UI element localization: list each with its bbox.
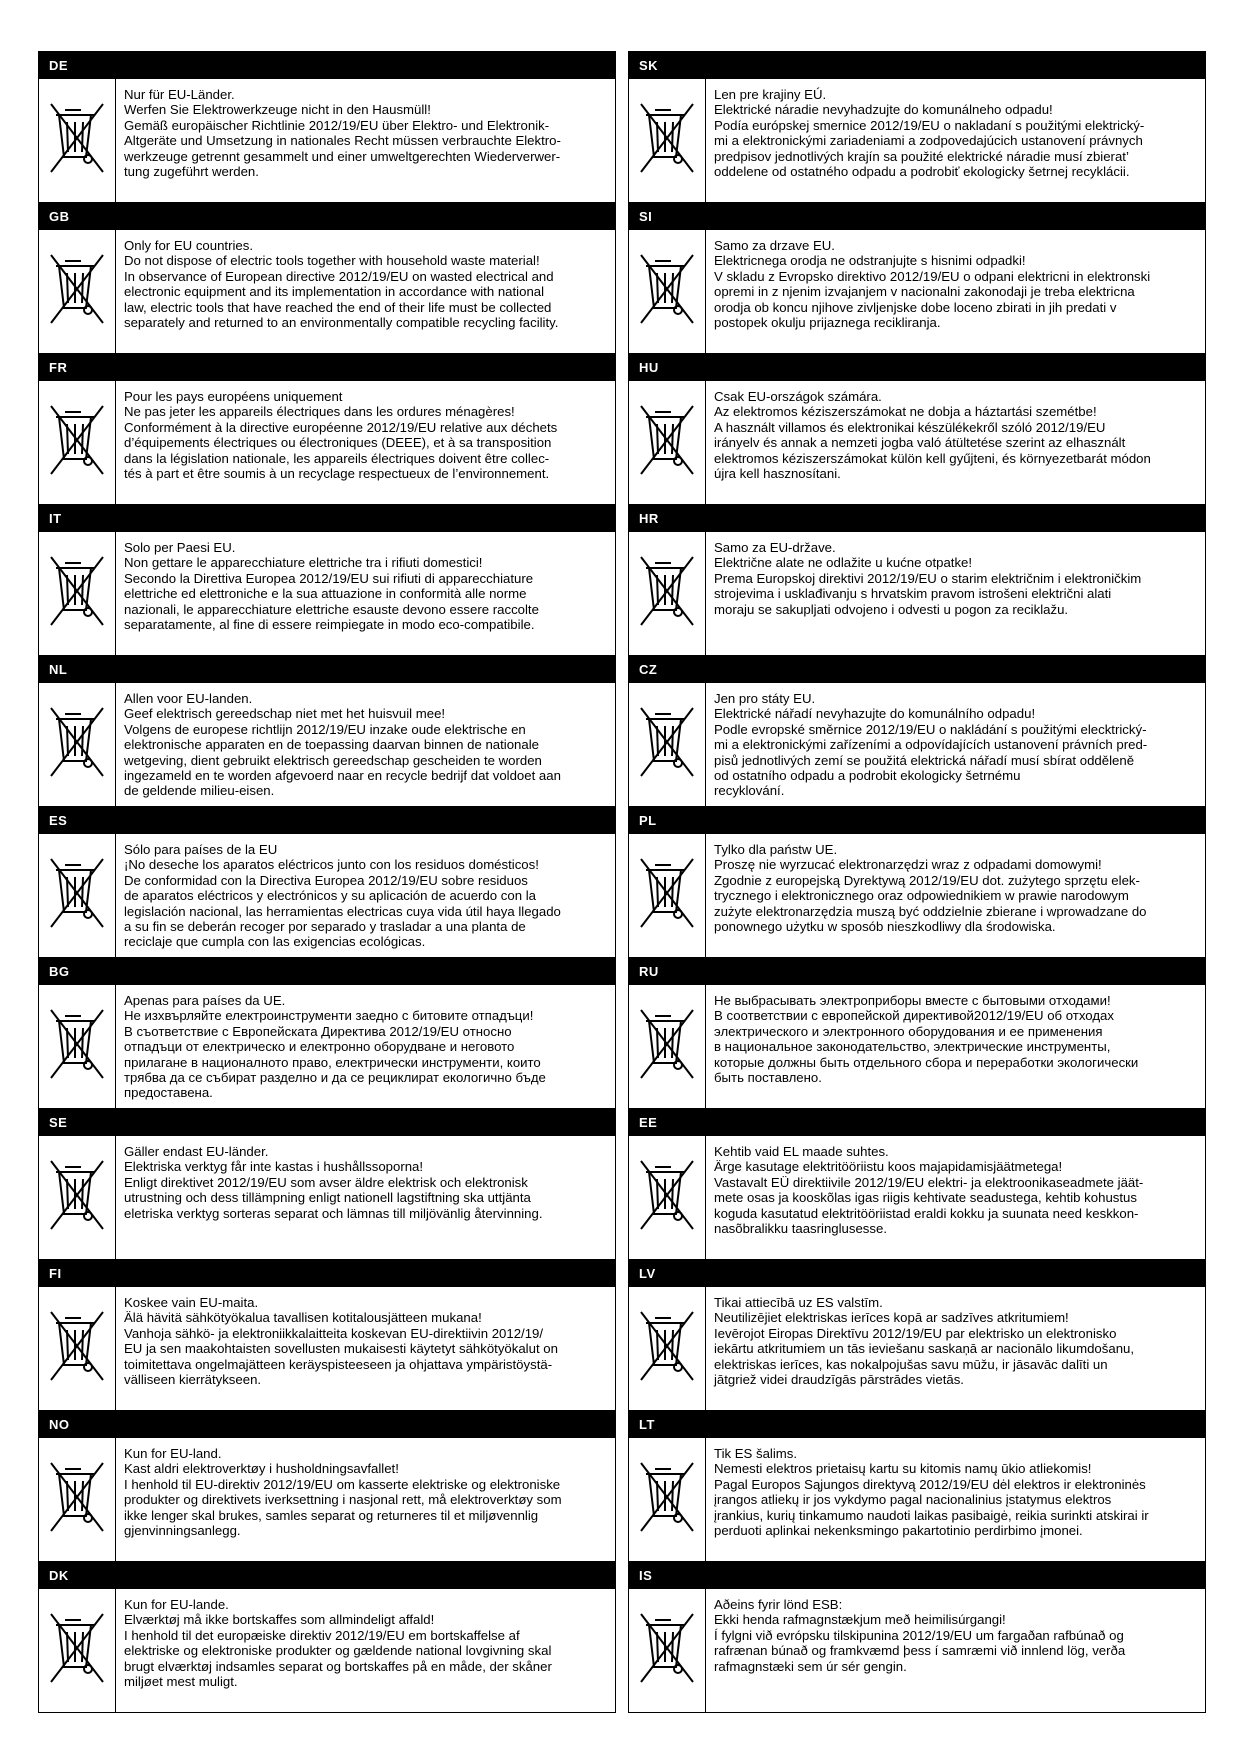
- notice-line: Sólo para países de la EU: [124, 842, 278, 857]
- notice-line: Conformément à la directive européenne 2012/19/EU relative aux déchets d’équipements électriques ou électroniques (DEEE), et à sa transposition dans la législation nationale, les appareils électriques doivent être collec- tés à part et être soumis à un recyclage respectueux de l’environnement.: [124, 419, 558, 482]
- notice-text: [124, 1287, 609, 1410]
- weee-notice-ee: [628, 1108, 1206, 1260]
- notice-line: Neutilizējiet elektriskas ierīces kopā ar sadzīves atkritumiem!: [714, 1310, 1069, 1326]
- crossed-out-wheelie-bin-icon: [48, 1610, 106, 1691]
- crossed-out-wheelie-bin-icon: [638, 1610, 696, 1691]
- notice-line: Vanhoja sähkö- ja elektroniikkalaitteita koskevan EU-direktiivin 2012/19/ EU ja sen maakohtaisten sovellusten mukaisesti käytetyt sähkötyökalut on toimitettava ongelmajätteen keräyspisteeseen ja ohjattava ympäristöystä- välliseen kierrätykseen.: [124, 1325, 558, 1388]
- notice-text: [714, 79, 1199, 202]
- notice-line: ¡No deseche los aparatos eléctricos junto con los residuos domésticos!: [124, 857, 539, 873]
- notice-line: Volgens de europese richtlijn 2012/19/EU inzake oude elektrische en elektronische apparaten en de toepassing daarvan binnen de nationale wetgeving, dient gebruikt elektrisch gereedschap gescheiden te worden ingezameld en te worden afgevoerd naar en recycle bedrijf dat voldoet aan de geldende milieu-eisen.: [124, 721, 561, 799]
- crossed-out-wheelie-bin-icon: [638, 704, 696, 785]
- notice-line: Len pre krajiny EÚ.: [714, 87, 827, 102]
- notice-line: De conformidad con la Directiva Europea 2012/19/EU sobre residuos de aparatos eléctricos y electrónicos y su aplicación de acuerdo con la legislación nacional, las herramientas electricas cuya vida útil haya llegado a su fin se deberán recoger por separado y trasladar a una planta de reciclaje que cumpla con las exigencias ecológicas.: [124, 872, 561, 950]
- notice-line: Secondo la Direttiva Europea 2012/19/EU sui rifiuti di apparecchiature elettriche ed elettroniche e la sua attuazione in conformità alle norme nazionali, le apparecchiature elettriche esauste devono essere raccolte separatamente, al fine di essere reimpiegate in modo eco-compatibile.: [124, 570, 539, 633]
- weee-notice-hu: [628, 353, 1206, 505]
- crossed-out-wheelie-bin-icon: [638, 251, 696, 332]
- notice-line: Tik ES šalims.: [714, 1446, 798, 1461]
- weee-notice-gb: [38, 202, 616, 354]
- icon-cell: [629, 381, 706, 504]
- icon-cell: [39, 1136, 116, 1259]
- language-code-header: LV: [629, 1260, 1205, 1287]
- notice-line: Í fylgni við evrópsku tilskipunina 2012/19/EU um fargaðan rafbúnað og rafrænan búnað og framkvæmd þess í samræmi við innlend lög, verða rafmagnstæki sem úr sér gengin.: [714, 1627, 1126, 1674]
- notice-line: V skladu z Evropsko direktivo 2012/19/EU o odpani elektricni in elektronski opremi in z njenim izvajanjem v nacionalni zakonodaji je treba elektricna orodja ob koncu njihove zivljenjske dobe loceno zbirati in jih predati v postopek okulju prijaznega recikliranja.: [714, 268, 1151, 331]
- notice-line: A használt villamos és elektronikai készülékekről szóló 2012/19/EU irányelv és annak a nemzeti jogba való átültetése szerint az elhasznált elektromos kéziszerszámokat külön kell gyűjteni, és környezetbarát módon újra kell hasznosítani.: [714, 419, 1151, 482]
- weee-notice-se: [38, 1108, 616, 1260]
- notice-line: Kun for EU-land.: [124, 1446, 222, 1461]
- notice-text: [124, 985, 609, 1108]
- icon-cell: [39, 1287, 116, 1410]
- icon-cell: [629, 834, 706, 957]
- weee-notice-sk: [628, 51, 1206, 203]
- notice-line: Gemäß europäischer Richtlinie 2012/19/EU über Elektro- und Elektronik- Altgeräte und Umsetzung in nationales Recht müssen verbrauchte Elektro- werkzeuge getrennt gesammelt und einer umweltgerechten Wiederverwer- tung zugeführt werden.: [124, 117, 561, 180]
- language-code-header: LT: [629, 1411, 1205, 1438]
- crossed-out-wheelie-bin-icon: [48, 1157, 106, 1238]
- language-code-header: GB: [39, 203, 615, 230]
- notice-text: [714, 1589, 1199, 1712]
- crossed-out-wheelie-bin-icon: [48, 402, 106, 483]
- language-code-header: FI: [39, 1260, 615, 1287]
- notice-text: [124, 1438, 609, 1561]
- crossed-out-wheelie-bin-icon: [48, 251, 106, 332]
- language-code-header: SE: [39, 1109, 615, 1136]
- crossed-out-wheelie-bin-icon: [48, 704, 106, 785]
- notice-line: Pagal Europos Sąjungos direktyvą 2012/19/EU dėl elektros ir elektroninės įrangos atliekų ir jos vykdymo pagal nacionalinius įstatymus elektros įrankius, kurių tinkamumo naudoti laikas pasibaigė, reikia surinkti atskirai ir perduoti aplinkai nekenksmingo pakartotinio perdirbimo įmonei.: [714, 1476, 1149, 1539]
- notice-line: В съответствие с Европейската Директива 2012/19/EU относно отпадъци от електрическо и електронно оборудване и неговото прилагане в националното право, електрически инструменти, които трябва да се събират разделно и да се рециклират екологично бъде предоставена.: [124, 1023, 546, 1101]
- language-code-header: HU: [629, 354, 1205, 381]
- crossed-out-wheelie-bin-icon: [638, 100, 696, 181]
- language-code-header: PL: [629, 807, 1205, 834]
- notice-line: Ievērojot Eiropas Direktīvu 2012/19/EU par elektrisko un elektronisko iekārtu atkritumiem un tās ieviešanu saskaņā ar nacionālo likumdošanu, elektriskas ierīces, kas nokalpojušas savu mūžu, ir jāsavāc dalīti un jātgriež videi draudzīgās pārstrādes vietās.: [714, 1325, 1135, 1388]
- notice-text: [714, 834, 1199, 957]
- icon-cell: [39, 381, 116, 504]
- icon-cell: [39, 683, 116, 806]
- icon-cell: [629, 230, 706, 353]
- notice-line: Aðeins fyrir lönd ESB:: [714, 1597, 843, 1612]
- language-code-header: CZ: [629, 656, 1205, 683]
- notice-line: Az elektromos kéziszerszámokat ne dobja a háztartási szemétbe!: [714, 404, 1097, 420]
- notice-text: [124, 834, 609, 957]
- notice-line: Zgodnie z europejską Dyrektywą 2012/19/EU dot. zużytego sprzętu elek- trycznego i elektronicznego oraz odpowiednikiem w prawie narodowym zużyte elektronarzędzia muszą być oddzielnie zbierane i wprowadzane do ponownego użytku w sposób nieszkodliwy dla środowiska.: [714, 872, 1147, 935]
- notice-line: Ne pas jeter les appareils électriques dans les ordures ménagères!: [124, 404, 515, 420]
- notice-text: [714, 532, 1199, 655]
- weee-notice-it: [38, 504, 616, 656]
- language-code-header: HR: [629, 505, 1205, 532]
- language-code-header: SK: [629, 52, 1205, 79]
- language-code-header: DE: [39, 52, 615, 79]
- crossed-out-wheelie-bin-icon: [48, 1459, 106, 1540]
- crossed-out-wheelie-bin-icon: [48, 1308, 106, 1389]
- crossed-out-wheelie-bin-icon: [638, 553, 696, 634]
- notice-line: Ekki henda rafmagnstækjum með heimilisúrgangi!: [714, 1612, 1006, 1628]
- weee-notice-dk: [38, 1561, 616, 1713]
- notice-line: Tylko dla państw UE.: [714, 842, 838, 857]
- notice-line: Kast aldri elektroverktøy i husholdningsavfallet!: [124, 1461, 399, 1477]
- right-column: [628, 51, 1206, 1712]
- notice-line: Samo za EU-države.: [714, 540, 836, 555]
- notice-line: Apenas para países da UE.: [124, 993, 286, 1008]
- notice-line: Non gettare le apparecchiature elettriche tra i rifiuti domestici!: [124, 555, 483, 571]
- notice-line: Elektriska verktyg får inte kastas i hushållssoporna!: [124, 1159, 424, 1175]
- notice-line: Kehtib vaid EL maade suhtes.: [714, 1144, 889, 1159]
- notice-line: I henhold til EU-direktiv 2012/19/EU om kasserte elektriske og elektroniske produkter og direktivets iverksettning i nasjonal rett, må elektroverktøy som ikke lenger skal brukes, samles separat og returneres til et miljøvennlig gjenvinningsanlegg.: [124, 1476, 562, 1539]
- notice-line: Do not dispose of electric tools together with household waste material!: [124, 253, 540, 269]
- crossed-out-wheelie-bin-icon: [638, 1459, 696, 1540]
- notice-line: Koskee vain EU-maita.: [124, 1295, 259, 1310]
- weee-notice-ru: [628, 957, 1206, 1109]
- notice-text: [124, 1589, 609, 1712]
- notice-text: [124, 683, 609, 806]
- weee-notice-nl: [38, 655, 616, 807]
- notice-line: Podía európskej smernice 2012/19/EU o nakladaní s použitými elektrický- mi a elektronickými zariadeniami a zodpovedajúcich ustanovení právnych predpisov jednotlivých krajín sa použité elektrické náradie musí zbierat’ oddelene od ostatného odpadu a podrobiť ekologicky šetrnej recyklácii.: [714, 117, 1145, 180]
- notice-line: Elektrické nářadí nevyhazujte do komunálního odpadu!: [714, 706, 1036, 722]
- crossed-out-wheelie-bin-icon: [48, 855, 106, 936]
- icon-cell: [629, 1438, 706, 1561]
- weee-notice-is: [628, 1561, 1206, 1713]
- notice-text: [714, 985, 1199, 1108]
- icon-cell: [39, 230, 116, 353]
- notice-line: Only for EU countries.: [124, 238, 253, 253]
- notice-text: [714, 1438, 1199, 1561]
- weee-notice-no: [38, 1410, 616, 1562]
- weee-notice-pl: [628, 806, 1206, 958]
- crossed-out-wheelie-bin-icon: [48, 553, 106, 634]
- notice-line: Ärge kasutage elektritööriistu koos majapidamisjäätmetega!: [714, 1159, 1063, 1175]
- icon-cell: [39, 1589, 116, 1712]
- notice-text: [714, 1136, 1199, 1259]
- icon-cell: [39, 532, 116, 655]
- notice-line: Pour les pays européens uniquement: [124, 389, 343, 404]
- icon-cell: [629, 79, 706, 202]
- notice-text: [714, 230, 1199, 353]
- weee-notice-bg: [38, 957, 616, 1109]
- notice-line: I henhold til det europæiske direktiv 2012/19/EU em bortskaffelse af elektriske og elektroniske produkter og gældende national lovgivning skal brugt elværktøj indsamles separat og bortskaffes på en måde, der skåner miljøet mest muligt.: [124, 1627, 552, 1690]
- icon-cell: [39, 834, 116, 957]
- notice-line: Vastavalt EÜ direktiivile 2012/19/EU elektri- ja elektroonikaseadmete jäät- mete osas ja kooskõlas igas riigis kehtivate seadustega, kehtib kohustus koguda kasutatud elektritööriistad eraldi kokku ja suunata need keskkon- nasõbralikku taasringlusesse.: [714, 1174, 1144, 1237]
- notice-text: [714, 683, 1199, 806]
- crossed-out-wheelie-bin-icon: [48, 100, 106, 181]
- icon-cell: [629, 1589, 706, 1712]
- left-column: [38, 51, 616, 1712]
- notice-line: Jen pro státy EU.: [714, 691, 816, 706]
- notice-text: [714, 1287, 1199, 1410]
- language-code-header: NL: [39, 656, 615, 683]
- notice-line: Elektrické náradie nevyhadzujte do komunálneho odpadu!: [714, 102, 1053, 118]
- notice-line: Gäller endast EU-länder.: [124, 1144, 269, 1159]
- icon-cell: [39, 79, 116, 202]
- language-code-header: BG: [39, 958, 615, 985]
- crossed-out-wheelie-bin-icon: [638, 1308, 696, 1389]
- weee-notice-lv: [628, 1259, 1206, 1411]
- notice-line: Električne alate ne odlažite u kućne otpatke!: [714, 555, 973, 571]
- notice-line: Werfen Sie Elektrowerkzeuge nicht in den Hausmüll!: [124, 102, 431, 118]
- icon-cell: [629, 532, 706, 655]
- notice-line: Csak EU-országok számára.: [714, 389, 882, 404]
- notice-line: Prema Europskoj direktivi 2012/19/EU o starim električnim i elektroničkim strojevima i usklađivanju s hrvatskim pravom istrošeni električni alati moraju se sakupljati odvojeno i odvesti u pogon za reciklažu.: [714, 570, 1142, 617]
- crossed-out-wheelie-bin-icon: [48, 1006, 106, 1087]
- language-code-header: SI: [629, 203, 1205, 230]
- notice-line: Podle evropské směrnice 2012/19/EU o nakládání s použitými elecktrický- mi a elektronickými zařízeními a odpovídajících ustanovení právních pred- pisů jednotlivých zemí se použitá elektrická nářadí musí sbírat odděleně od ostatního odpadu a podrobit ekologicky šetrnému recyklování.: [714, 721, 1148, 799]
- notice-line: Elværktøj må ikke bortskaffes som allmindeligt affald!: [124, 1612, 435, 1628]
- language-code-header: IT: [39, 505, 615, 532]
- notice-text: [124, 381, 609, 504]
- icon-cell: [39, 1438, 116, 1561]
- weee-notice-es: [38, 806, 616, 958]
- notice-line: Enligt direktivet 2012/19/EU som avser äldre elektrisk och elektronisk utrustning och dess tillämpning enligt nationell lagstiftning ska uttjänta eletriska verktyg sorteras separat och lämnas till miljövänlig återvinning.: [124, 1174, 543, 1221]
- crossed-out-wheelie-bin-icon: [638, 402, 696, 483]
- language-code-header: DK: [39, 1562, 615, 1589]
- notice-line: Не выбрасывать электроприборы вместе с бытовыми отходами!: [714, 993, 1111, 1008]
- notice-line: Samo za drzave EU.: [714, 238, 835, 253]
- notice-text: [124, 532, 609, 655]
- weee-notice-cz: [628, 655, 1206, 807]
- notice-line: Tikai attiecībā uz ES valstīm.: [714, 1295, 883, 1310]
- language-code-header: NO: [39, 1411, 615, 1438]
- language-code-header: RU: [629, 958, 1205, 985]
- weee-notice-hr: [628, 504, 1206, 656]
- weee-notice-de: [38, 51, 616, 203]
- icon-cell: [39, 985, 116, 1108]
- icon-cell: [629, 1136, 706, 1259]
- icon-cell: [629, 683, 706, 806]
- notice-line: Älä hävitä sähkötyökalua tavallisen kotitalousjätteen mukana!: [124, 1310, 482, 1326]
- notice-line: Allen voor EU-landen.: [124, 691, 253, 706]
- crossed-out-wheelie-bin-icon: [638, 855, 696, 936]
- notice-line: In observance of European directive 2012/19/EU on wasted electrical and electronic equipment and its implementation in accordance with national law, electric tools that have reached the end of their life must be collected separately and returned to an environmentally compatible recycling facility.: [124, 268, 559, 331]
- language-code-header: ES: [39, 807, 615, 834]
- notice-line: Не изхвърляйте електроинструменти заедно с битовите отпадъци!: [124, 1008, 534, 1024]
- notice-line: Nemesti elektros prietaisų kartu su kitomis namų ūkio atliekomis!: [714, 1461, 1092, 1477]
- notice-text: [124, 79, 609, 202]
- notice-text: [714, 381, 1199, 504]
- notice-line: Kun for EU-lande.: [124, 1597, 229, 1612]
- weee-notice-fi: [38, 1259, 616, 1411]
- notice-line: Elektricnega orodja ne odstranjujte s hisnimi odpadki!: [714, 253, 1026, 269]
- language-code-header: IS: [629, 1562, 1205, 1589]
- notice-line: В соответствии с европейской директивой2012/19/EU об отходах электрического и электронного оборудования и ее применения в национальное законодательство, электрические инструменты, которые должны быть отдельного сбора и переработки экологически быть поставлено.: [714, 1008, 1139, 1086]
- crossed-out-wheelie-bin-icon: [638, 1157, 696, 1238]
- notice-line: Solo per Paesi EU.: [124, 540, 236, 555]
- weee-notice-si: [628, 202, 1206, 354]
- weee-notice-fr: [38, 353, 616, 505]
- notice-text: [124, 230, 609, 353]
- notice-text: [124, 1136, 609, 1259]
- icon-cell: [629, 1287, 706, 1410]
- weee-notice-lt: [628, 1410, 1206, 1562]
- crossed-out-wheelie-bin-icon: [638, 1006, 696, 1087]
- notice-line: Nur für EU-Länder.: [124, 87, 235, 102]
- notice-line: Proszę nie wyrzucać elektronarzędzi wraz z odpadami domowymi!: [714, 857, 1102, 873]
- language-code-header: FR: [39, 354, 615, 381]
- notice-line: Geef elektrisch gereedschap niet met het huisvuil mee!: [124, 706, 446, 722]
- icon-cell: [629, 985, 706, 1108]
- language-code-header: EE: [629, 1109, 1205, 1136]
